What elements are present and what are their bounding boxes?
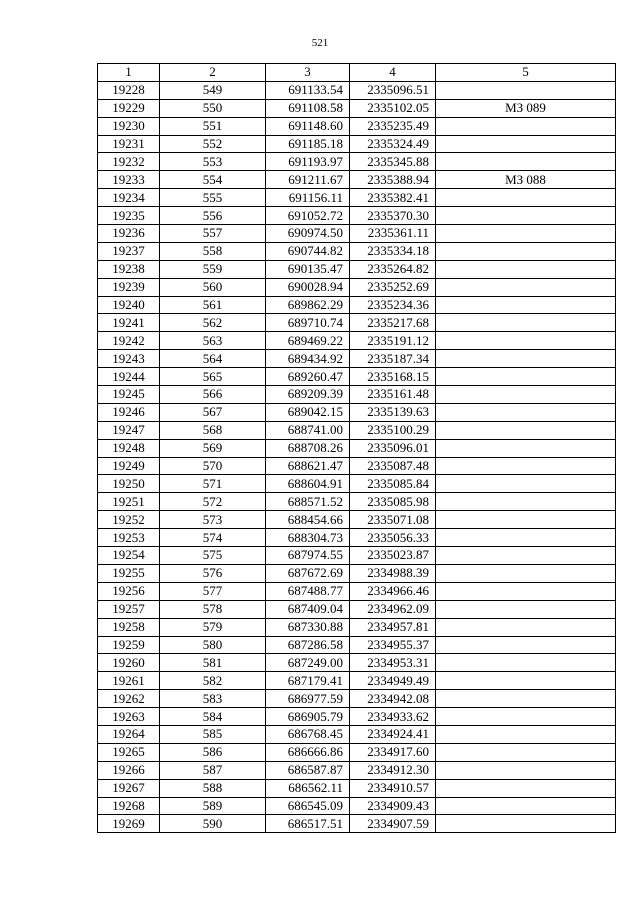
y-coordinate-cell: 2335334.18 xyxy=(350,242,436,260)
sequence-cell: 574 xyxy=(160,529,266,547)
table-row xyxy=(98,725,616,743)
sequence-cell: 555 xyxy=(160,189,266,207)
point-id-cell: 19245 xyxy=(98,386,160,404)
y-coordinate-cell: 2335168.15 xyxy=(350,368,436,386)
point-id-cell: 19258 xyxy=(98,618,160,636)
note-cell xyxy=(436,725,616,743)
sequence-cell: 564 xyxy=(160,350,266,368)
sequence-cell: 581 xyxy=(160,654,266,672)
x-coordinate-cell: 686768.45 xyxy=(266,725,350,743)
note-cell xyxy=(436,403,616,421)
table-row xyxy=(98,529,616,547)
y-coordinate-cell: 2335087.48 xyxy=(350,457,436,475)
sequence-cell: 562 xyxy=(160,314,266,332)
y-coordinate-cell: 2334924.41 xyxy=(350,725,436,743)
note-cell xyxy=(436,225,616,243)
y-coordinate-cell: 2335023.87 xyxy=(350,547,436,565)
note-cell xyxy=(436,564,616,582)
sequence-cell: 563 xyxy=(160,332,266,350)
table-row xyxy=(98,582,616,600)
point-id-cell: 19257 xyxy=(98,600,160,618)
sequence-cell: 590 xyxy=(160,815,266,833)
table-row xyxy=(98,672,616,690)
note-cell xyxy=(436,779,616,797)
y-coordinate-cell: 2334949.49 xyxy=(350,672,436,690)
point-id-cell: 19239 xyxy=(98,278,160,296)
y-coordinate-cell: 2334933.62 xyxy=(350,708,436,726)
x-coordinate-cell: 691185.18 xyxy=(266,135,350,153)
point-id-cell: 19266 xyxy=(98,761,160,779)
table-row xyxy=(98,690,616,708)
sequence-cell: 579 xyxy=(160,618,266,636)
table-row xyxy=(98,260,616,278)
sequence-cell: 582 xyxy=(160,672,266,690)
note-cell xyxy=(436,439,616,457)
x-coordinate-cell: 686517.51 xyxy=(266,815,350,833)
x-coordinate-cell: 686977.59 xyxy=(266,690,350,708)
x-coordinate-cell: 687249.00 xyxy=(266,654,350,672)
point-id-cell: 19256 xyxy=(98,582,160,600)
sequence-cell: 569 xyxy=(160,439,266,457)
point-id-cell: 19255 xyxy=(98,564,160,582)
x-coordinate-cell: 688604.91 xyxy=(266,475,350,493)
table-row xyxy=(98,797,616,815)
x-coordinate-cell: 689710.74 xyxy=(266,314,350,332)
column-header-5: 5 xyxy=(436,64,616,82)
y-coordinate-cell: 2335071.08 xyxy=(350,511,436,529)
table-row xyxy=(98,350,616,368)
table-row xyxy=(98,743,616,761)
x-coordinate-cell: 691211.67 xyxy=(266,171,350,189)
sequence-cell: 560 xyxy=(160,278,266,296)
table-row xyxy=(98,296,616,314)
y-coordinate-cell: 2335100.29 xyxy=(350,421,436,439)
x-coordinate-cell: 691148.60 xyxy=(266,117,350,135)
table-row xyxy=(98,153,616,171)
x-coordinate-cell: 690744.82 xyxy=(266,242,350,260)
sequence-cell: 583 xyxy=(160,690,266,708)
sequence-cell: 561 xyxy=(160,296,266,314)
column-header-1: 1 xyxy=(98,64,160,82)
x-coordinate-cell: 689434.92 xyxy=(266,350,350,368)
note-cell xyxy=(436,350,616,368)
y-coordinate-cell: 2335187.34 xyxy=(350,350,436,368)
sequence-cell: 585 xyxy=(160,725,266,743)
point-id-cell: 19228 xyxy=(98,81,160,99)
table-row xyxy=(98,189,616,207)
y-coordinate-cell: 2334966.46 xyxy=(350,582,436,600)
note-cell xyxy=(436,636,616,654)
note-cell xyxy=(436,457,616,475)
y-coordinate-cell: 2335096.01 xyxy=(350,439,436,457)
x-coordinate-cell: 687179.41 xyxy=(266,672,350,690)
y-coordinate-cell: 2335217.68 xyxy=(350,314,436,332)
y-coordinate-cell: 2335191.12 xyxy=(350,332,436,350)
point-id-cell: 19238 xyxy=(98,260,160,278)
note-cell: МЗ 088 xyxy=(436,171,616,189)
point-id-cell: 19232 xyxy=(98,153,160,171)
x-coordinate-cell: 690028.94 xyxy=(266,278,350,296)
point-id-cell: 19240 xyxy=(98,296,160,314)
point-id-cell: 19241 xyxy=(98,314,160,332)
sequence-cell: 580 xyxy=(160,636,266,654)
sequence-cell: 587 xyxy=(160,761,266,779)
y-coordinate-cell: 2335056.33 xyxy=(350,529,436,547)
note-cell xyxy=(436,207,616,225)
note-cell xyxy=(436,618,616,636)
table-row xyxy=(98,242,616,260)
table-row xyxy=(98,278,616,296)
note-cell xyxy=(436,582,616,600)
x-coordinate-cell: 689209.39 xyxy=(266,386,350,404)
note-cell xyxy=(436,135,616,153)
y-coordinate-cell: 2335361.11 xyxy=(350,225,436,243)
x-coordinate-cell: 688571.52 xyxy=(266,493,350,511)
sequence-cell: 550 xyxy=(160,99,266,117)
sequence-cell: 567 xyxy=(160,403,266,421)
point-id-cell: 19267 xyxy=(98,779,160,797)
note-cell xyxy=(436,654,616,672)
table-row xyxy=(98,636,616,654)
x-coordinate-cell: 687286.58 xyxy=(266,636,350,654)
point-id-cell: 19233 xyxy=(98,171,160,189)
table-row xyxy=(98,332,616,350)
note-cell xyxy=(436,690,616,708)
table-row xyxy=(98,564,616,582)
point-id-cell: 19247 xyxy=(98,421,160,439)
table-row xyxy=(98,421,616,439)
y-coordinate-cell: 2334957.81 xyxy=(350,618,436,636)
table-row xyxy=(98,457,616,475)
note-cell xyxy=(436,815,616,833)
table-row xyxy=(98,618,616,636)
sequence-cell: 557 xyxy=(160,225,266,243)
sequence-cell: 572 xyxy=(160,493,266,511)
note-cell xyxy=(436,386,616,404)
sequence-cell: 586 xyxy=(160,743,266,761)
point-id-cell: 19237 xyxy=(98,242,160,260)
y-coordinate-cell: 2334912.30 xyxy=(350,761,436,779)
table-row xyxy=(98,439,616,457)
table-header-row xyxy=(98,64,616,82)
y-coordinate-cell: 2335096.51 xyxy=(350,81,436,99)
x-coordinate-cell: 689862.29 xyxy=(266,296,350,314)
table-body xyxy=(98,81,616,832)
table-row xyxy=(98,81,616,99)
point-id-cell: 19230 xyxy=(98,117,160,135)
sequence-cell: 588 xyxy=(160,779,266,797)
table-row xyxy=(98,475,616,493)
note-cell xyxy=(436,708,616,726)
y-coordinate-cell: 2335139.63 xyxy=(350,403,436,421)
note-cell xyxy=(436,600,616,618)
note-cell: МЗ 089 xyxy=(436,99,616,117)
sequence-cell: 577 xyxy=(160,582,266,600)
note-cell xyxy=(436,189,616,207)
column-header-4: 4 xyxy=(350,64,436,82)
x-coordinate-cell: 688708.26 xyxy=(266,439,350,457)
x-coordinate-cell: 687488.77 xyxy=(266,582,350,600)
point-id-cell: 19250 xyxy=(98,475,160,493)
x-coordinate-cell: 691156.11 xyxy=(266,189,350,207)
table-row xyxy=(98,135,616,153)
sequence-cell: 552 xyxy=(160,135,266,153)
point-id-cell: 19231 xyxy=(98,135,160,153)
table-row xyxy=(98,225,616,243)
sequence-cell: 556 xyxy=(160,207,266,225)
sequence-cell: 568 xyxy=(160,421,266,439)
note-cell xyxy=(436,743,616,761)
point-id-cell: 19249 xyxy=(98,457,160,475)
point-id-cell: 19260 xyxy=(98,654,160,672)
x-coordinate-cell: 689469.22 xyxy=(266,332,350,350)
table-row xyxy=(98,207,616,225)
y-coordinate-cell: 2335234.36 xyxy=(350,296,436,314)
table-row xyxy=(98,314,616,332)
note-cell xyxy=(436,117,616,135)
point-id-cell: 19265 xyxy=(98,743,160,761)
sequence-cell: 565 xyxy=(160,368,266,386)
point-id-cell: 19253 xyxy=(98,529,160,547)
note-cell xyxy=(436,332,616,350)
page-number: 521 xyxy=(311,37,329,49)
point-id-cell: 19252 xyxy=(98,511,160,529)
y-coordinate-cell: 2334955.37 xyxy=(350,636,436,654)
table-row xyxy=(98,386,616,404)
note-cell xyxy=(436,475,616,493)
x-coordinate-cell: 686562.11 xyxy=(266,779,350,797)
x-coordinate-cell: 686545.09 xyxy=(266,797,350,815)
point-id-cell: 19246 xyxy=(98,403,160,421)
sequence-cell: 566 xyxy=(160,386,266,404)
point-id-cell: 19263 xyxy=(98,708,160,726)
point-id-cell: 19262 xyxy=(98,690,160,708)
sequence-cell: 553 xyxy=(160,153,266,171)
table-row xyxy=(98,779,616,797)
note-cell xyxy=(436,314,616,332)
point-id-cell: 19234 xyxy=(98,189,160,207)
table-row xyxy=(98,403,616,421)
point-id-cell: 19269 xyxy=(98,815,160,833)
point-id-cell: 19264 xyxy=(98,725,160,743)
table-row xyxy=(98,368,616,386)
x-coordinate-cell: 689042.15 xyxy=(266,403,350,421)
point-id-cell: 19235 xyxy=(98,207,160,225)
point-id-cell: 19254 xyxy=(98,547,160,565)
note-cell xyxy=(436,278,616,296)
note-cell xyxy=(436,511,616,529)
x-coordinate-cell: 691193.97 xyxy=(266,153,350,171)
sequence-cell: 551 xyxy=(160,117,266,135)
point-id-cell: 19259 xyxy=(98,636,160,654)
y-coordinate-cell: 2335085.98 xyxy=(350,493,436,511)
table-row xyxy=(98,815,616,833)
coordinates-table xyxy=(97,63,616,833)
y-coordinate-cell: 2335161.48 xyxy=(350,386,436,404)
table-row xyxy=(98,600,616,618)
note-cell xyxy=(436,547,616,565)
y-coordinate-cell: 2335345.88 xyxy=(350,153,436,171)
note-cell xyxy=(436,761,616,779)
table-row xyxy=(98,761,616,779)
y-coordinate-cell: 2335382.41 xyxy=(350,189,436,207)
point-id-cell: 19268 xyxy=(98,797,160,815)
table-row xyxy=(98,493,616,511)
y-coordinate-cell: 2335102.05 xyxy=(350,99,436,117)
x-coordinate-cell: 687672.69 xyxy=(266,564,350,582)
note-cell xyxy=(436,242,616,260)
note-cell xyxy=(436,529,616,547)
point-id-cell: 19251 xyxy=(98,493,160,511)
note-cell xyxy=(436,797,616,815)
y-coordinate-cell: 2334988.39 xyxy=(350,564,436,582)
x-coordinate-cell: 690135.47 xyxy=(266,260,350,278)
y-coordinate-cell: 2334907.59 xyxy=(350,815,436,833)
sequence-cell: 549 xyxy=(160,81,266,99)
y-coordinate-cell: 2335324.49 xyxy=(350,135,436,153)
note-cell xyxy=(436,81,616,99)
table-row xyxy=(98,708,616,726)
column-header-3: 3 xyxy=(266,64,350,82)
point-id-cell: 19242 xyxy=(98,332,160,350)
note-cell xyxy=(436,421,616,439)
y-coordinate-cell: 2335085.84 xyxy=(350,475,436,493)
note-cell xyxy=(436,153,616,171)
x-coordinate-cell: 687330.88 xyxy=(266,618,350,636)
y-coordinate-cell: 2334917.60 xyxy=(350,743,436,761)
note-cell xyxy=(436,368,616,386)
point-id-cell: 19244 xyxy=(98,368,160,386)
table-row xyxy=(98,117,616,135)
sequence-cell: 573 xyxy=(160,511,266,529)
y-coordinate-cell: 2335252.69 xyxy=(350,278,436,296)
y-coordinate-cell: 2335370.30 xyxy=(350,207,436,225)
y-coordinate-cell: 2334942.08 xyxy=(350,690,436,708)
y-coordinate-cell: 2335235.49 xyxy=(350,117,436,135)
note-cell xyxy=(436,493,616,511)
point-id-cell: 19261 xyxy=(98,672,160,690)
table-row xyxy=(98,171,616,189)
point-id-cell: 19243 xyxy=(98,350,160,368)
x-coordinate-cell: 691052.72 xyxy=(266,207,350,225)
sequence-cell: 570 xyxy=(160,457,266,475)
x-coordinate-cell: 689260.47 xyxy=(266,368,350,386)
y-coordinate-cell: 2334953.31 xyxy=(350,654,436,672)
point-id-cell: 19236 xyxy=(98,225,160,243)
table-row xyxy=(98,547,616,565)
x-coordinate-cell: 687409.04 xyxy=(266,600,350,618)
x-coordinate-cell: 686587.87 xyxy=(266,761,350,779)
y-coordinate-cell: 2335264.82 xyxy=(350,260,436,278)
x-coordinate-cell: 691133.54 xyxy=(266,81,350,99)
column-header-2: 2 xyxy=(160,64,266,82)
x-coordinate-cell: 688304.73 xyxy=(266,529,350,547)
x-coordinate-cell: 686666.86 xyxy=(266,743,350,761)
note-cell xyxy=(436,296,616,314)
y-coordinate-cell: 2334910.57 xyxy=(350,779,436,797)
sequence-cell: 584 xyxy=(160,708,266,726)
sequence-cell: 559 xyxy=(160,260,266,278)
x-coordinate-cell: 687974.55 xyxy=(266,547,350,565)
sequence-cell: 578 xyxy=(160,600,266,618)
x-coordinate-cell: 686905.79 xyxy=(266,708,350,726)
x-coordinate-cell: 688454.66 xyxy=(266,511,350,529)
point-id-cell: 19229 xyxy=(98,99,160,117)
sequence-cell: 576 xyxy=(160,564,266,582)
table-row xyxy=(98,654,616,672)
y-coordinate-cell: 2335388.94 xyxy=(350,171,436,189)
sequence-cell: 554 xyxy=(160,171,266,189)
table-row xyxy=(98,99,616,117)
sequence-cell: 575 xyxy=(160,547,266,565)
note-cell xyxy=(436,260,616,278)
y-coordinate-cell: 2334909.43 xyxy=(350,797,436,815)
x-coordinate-cell: 688741.00 xyxy=(266,421,350,439)
x-coordinate-cell: 688621.47 xyxy=(266,457,350,475)
sequence-cell: 558 xyxy=(160,242,266,260)
point-id-cell: 19248 xyxy=(98,439,160,457)
sequence-cell: 589 xyxy=(160,797,266,815)
x-coordinate-cell: 691108.58 xyxy=(266,99,350,117)
sequence-cell: 571 xyxy=(160,475,266,493)
note-cell xyxy=(436,672,616,690)
y-coordinate-cell: 2334962.09 xyxy=(350,600,436,618)
table-row xyxy=(98,511,616,529)
x-coordinate-cell: 690974.50 xyxy=(266,225,350,243)
